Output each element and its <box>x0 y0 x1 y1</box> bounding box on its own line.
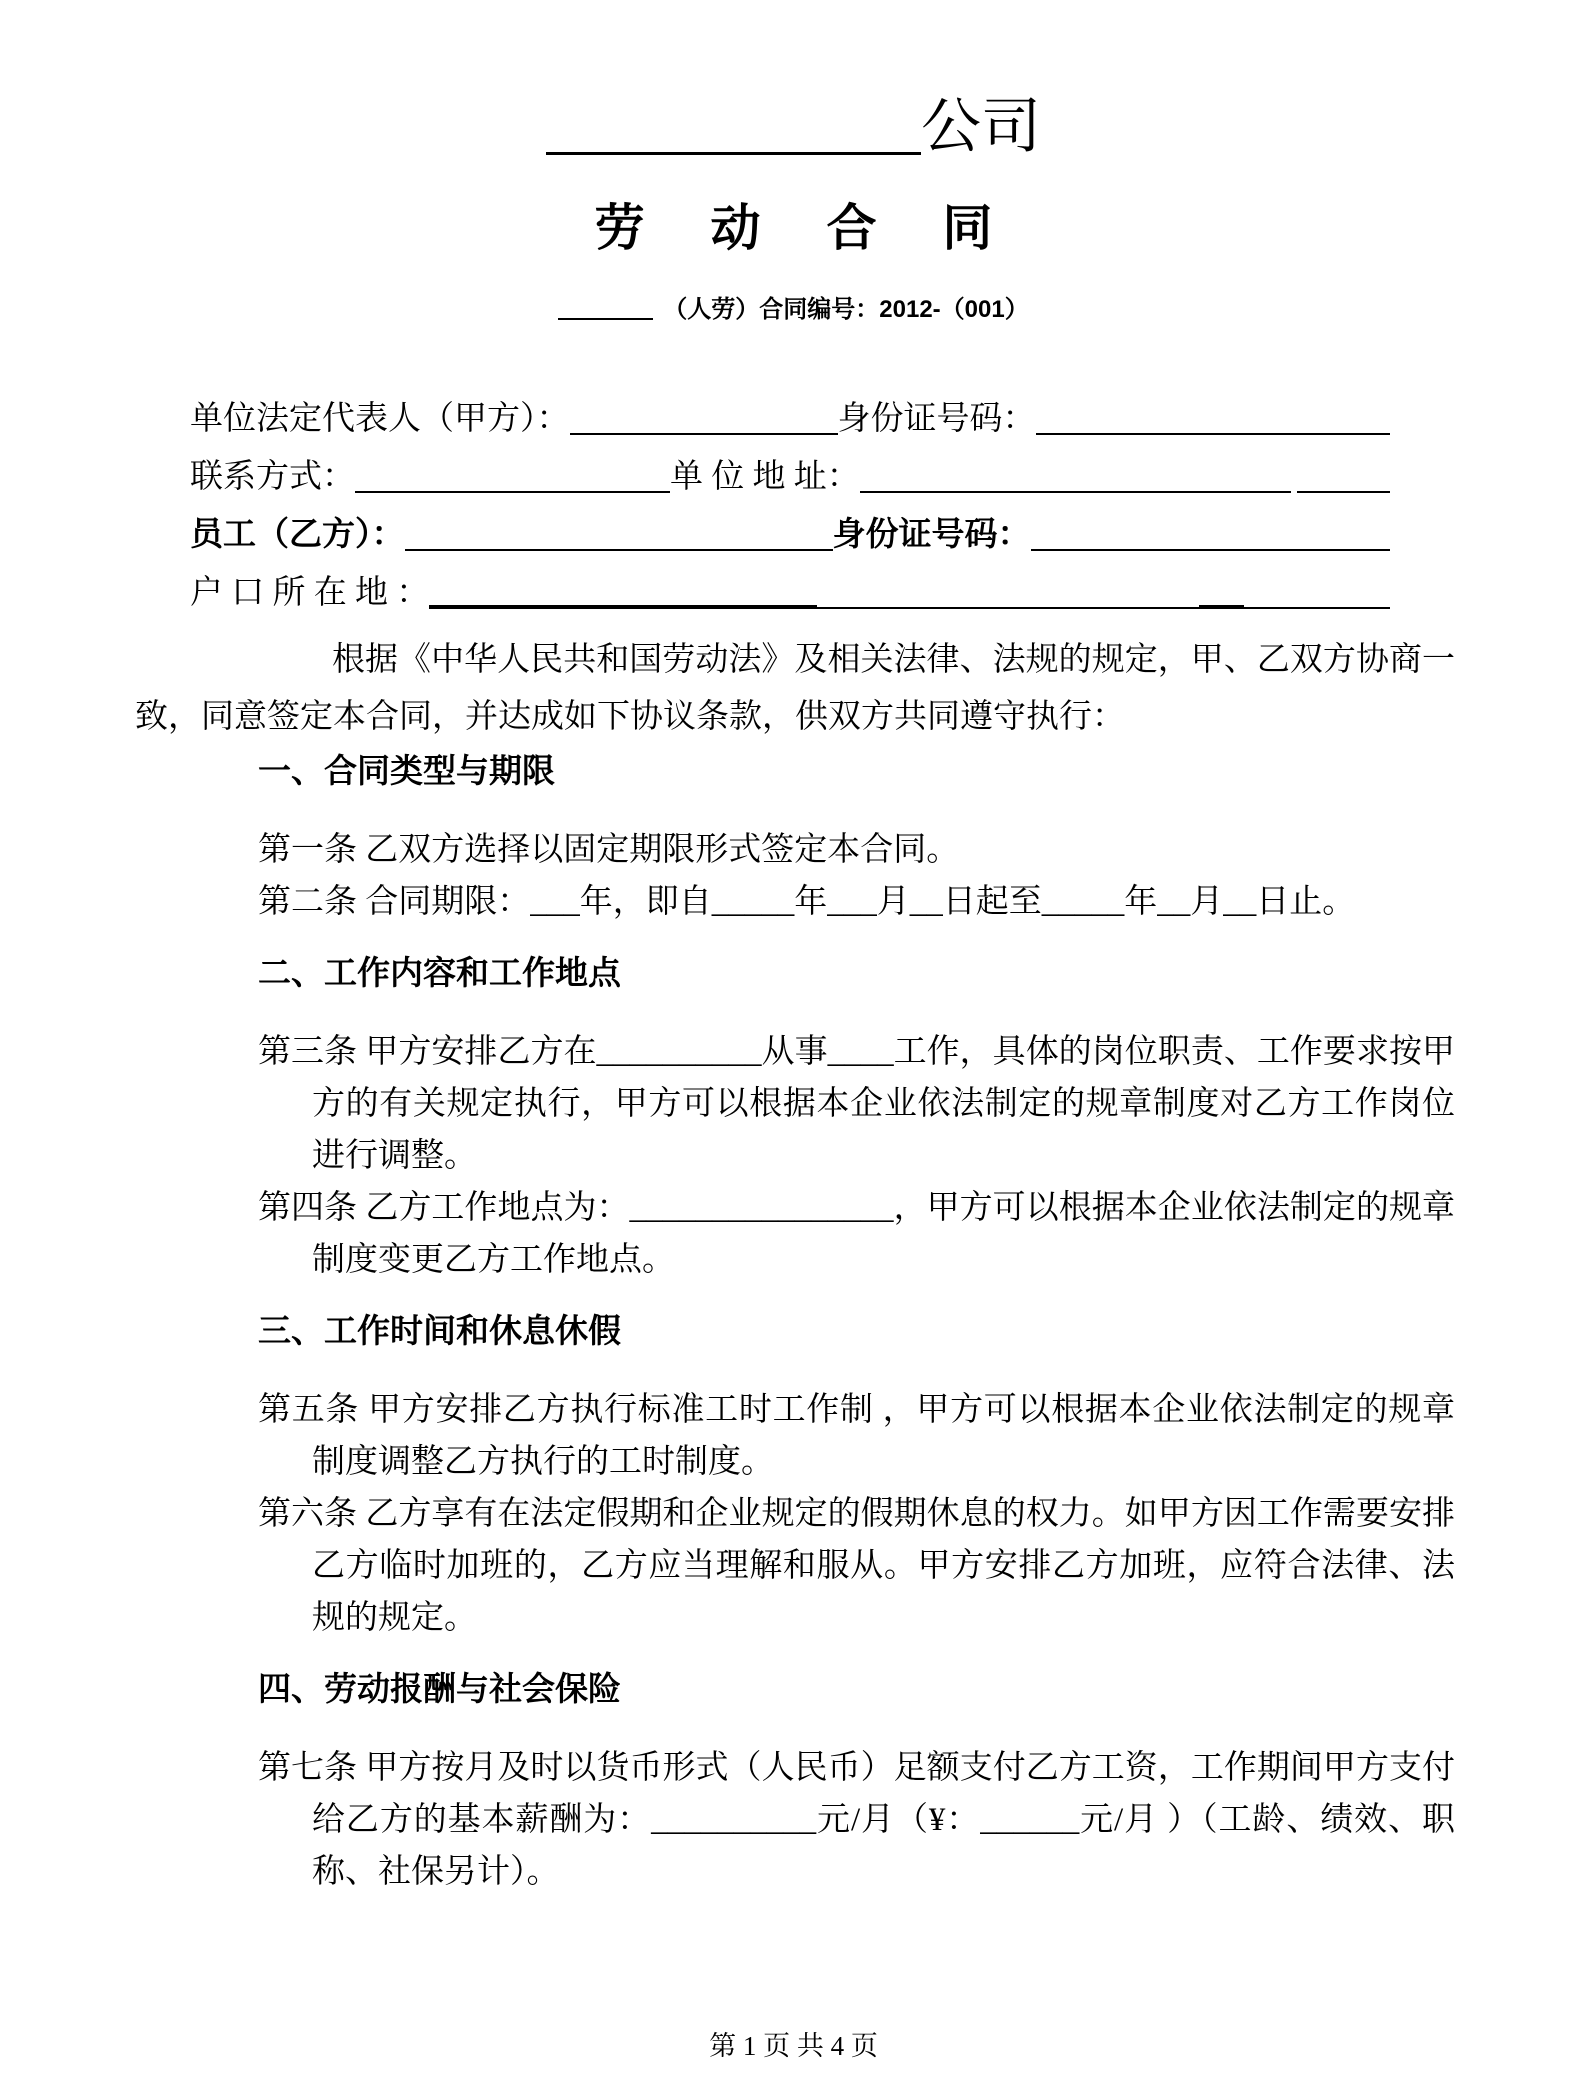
household-blank-thin <box>817 607 1199 609</box>
clause-paragraph: 第三条 甲方安排乙方在__________从事____工作，具体的岗位职责、工作要求按甲方的有关规定执行，甲方可以根据本企业依法制定的规章制度对乙方工作岗位进行调整。 <box>258 1034 1455 1174</box>
contact-label: 联系方式： <box>190 459 355 495</box>
section-heading: 二、工作内容和工作地点 <box>258 956 621 992</box>
clause-paragraph: 第七条 甲方按月及时以货币形式（人民币）足额支付乙方工资，工作期间甲方支付给乙方的基本薪酬为：__________元/月（¥：______元/月 ）（工龄、绩效、职称、社保另计）。 <box>258 1750 1455 1890</box>
contract-number-text: （人劳）合同编号：2012-（001） <box>663 296 1029 323</box>
household-blank-bold <box>429 605 817 609</box>
household-blank-tail <box>1244 607 1390 609</box>
clause-list <box>135 750 1455 1898</box>
page-number: 第 1 页 共 4 页 <box>709 2031 878 2061</box>
company-address-blank-2 <box>1297 491 1390 493</box>
field-legal-representative <box>190 392 1390 450</box>
household-label: 户 口 所 在 地 ： <box>190 575 430 611</box>
section-heading: 四、劳动报酬与社会保险 <box>258 1672 621 1708</box>
section-heading: 一、合同类型与期限 <box>258 754 555 790</box>
clause-paragraph: 第六条 乙方享有在法定假期和企业规定的假期休息的权力。如甲方因工作需要安排乙方临时加班的，乙方应当理解和服从。甲方安排乙方加班，应符合法律、法规的规定。 <box>258 1496 1455 1636</box>
section-heading: 三、工作时间和休息休假 <box>258 1314 621 1350</box>
legal-representative-blank <box>570 433 838 435</box>
clause-paragraph: 第二条 合同期限：___年，即自_____年___月__日起至_____年__月__日止。 <box>258 884 1356 920</box>
company-title-line <box>0 92 1587 162</box>
clause-paragraph: 第四条 乙方工作地点为：________________，甲方可以根据本企业依法制定的规章制度变更乙方工作地点。 <box>258 1190 1455 1278</box>
employee-id-blank <box>1031 549 1391 551</box>
employee-id-label: 身份证号码： <box>832 517 1031 553</box>
contract-number-line <box>0 296 1587 324</box>
clause-paragraph: 第一条 乙双方选择以固定期限形式签定本合同。 <box>258 832 960 868</box>
employee-blank <box>405 549 833 551</box>
contract-number-blank <box>558 318 653 320</box>
contact-blank <box>355 491 670 493</box>
household-blank-dash <box>1199 605 1244 609</box>
header-fields <box>190 392 1390 624</box>
field-household-registration <box>190 566 1390 624</box>
company-suffix: 公司 <box>921 94 1041 160</box>
legal-representative-id-label: 身份证号码： <box>837 401 1036 437</box>
company-name-blank <box>546 152 921 155</box>
intro-paragraph: 根据《中华人民共和国劳动法》及相关法律、法规的规定，甲、乙双方协商一致，同意签定本合同，并达成如下协议条款，供双方共同遵守执行： <box>135 642 1455 735</box>
field-contact <box>190 450 1390 508</box>
field-employee <box>190 508 1390 566</box>
legal-representative-label: 单位法定代表人（甲方）： <box>190 401 570 437</box>
company-address-label: 单 位 地 址： <box>670 459 860 495</box>
legal-representative-id-blank <box>1036 433 1391 435</box>
clause-paragraph: 第五条 甲方安排乙方执行标准工时工作制 ，甲方可以根据本企业依法制定的规章制度调整乙方执行的工时制度。 <box>258 1392 1455 1480</box>
company-address-blank <box>860 491 1291 493</box>
doc-title: 劳 动 合 同 <box>594 200 1019 256</box>
employee-label: 员工（乙方）： <box>190 517 405 553</box>
